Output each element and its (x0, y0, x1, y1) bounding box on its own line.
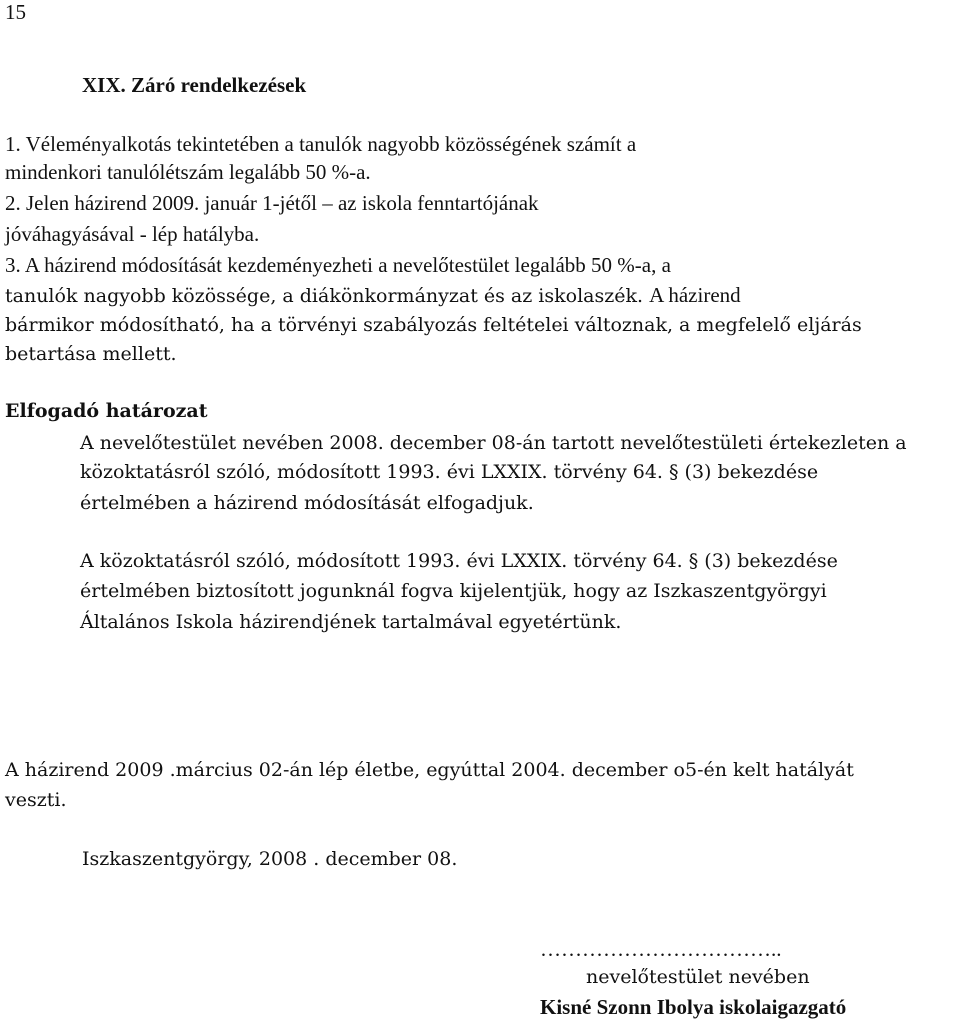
approval-p1-line-1: A nevelőtestület nevében 2008. december 08-án tartott nevelőtestületi értekezleten a (80, 432, 907, 454)
approval-p2-line-2: értelmében biztosított jogunknál fogva kijelentjük, hogy az Iszkaszentgyörgyi (80, 580, 827, 602)
approval-p2-line-1: A közoktatásról szóló, módosított 1993. évi LXXIX. törvény 64. § (3) bekezdése (80, 550, 838, 572)
list-item-1-line-2: mindenkori tanulólétszám legalább 50 %-a. (5, 160, 371, 184)
list-item-3-line-2 (5, 283, 741, 308)
list-item-2-line-1: 2. Jelen házirend 2009. január 1-jétől – az iskola fenntartójának (5, 191, 539, 215)
approval-heading: Elfogadó határozat (5, 400, 208, 422)
signature-role: nevelőtestület nevében (586, 966, 810, 988)
effective-line-2: veszti. (5, 789, 67, 811)
list-item-2-line-2: jóváhagyásával - lép hatályba. (5, 222, 260, 246)
approval-p1-line-2: közoktatásról szóló, módosított 1993. évi LXXIX. törvény 64. § (3) bekezdése (80, 461, 819, 483)
page-number: 15 (5, 0, 26, 24)
signature-name: Kisné Szonn Ibolya iskolaigazgató (540, 995, 847, 1019)
approval-p1-line-3: értelmében a házirend módosítását elfogadjuk. (80, 492, 534, 514)
list-item-3-line-3: bármikor módosítható, ha a törvényi szabályozás feltételei változnak, a megfelelő eljárás (5, 314, 862, 336)
list-item-3-line-2-text: tanulók nagyobb közössége, a diákönkormányzat és az iskolaszék. (5, 285, 644, 307)
list-item-1-line-1: 1. Véleményalkotás tekintetében a tanulók nagyobb közösségének számít a (5, 132, 637, 156)
list-item-3-line-4: betartása mellett. (5, 343, 177, 365)
list-item-3-line-1: 3. A házirend módosítását kezdeményezheti a nevelőtestület legalább 50 %-a, a (5, 253, 671, 277)
signature-line: …………………………….. (540, 937, 782, 961)
approval-p2-line-3: Általános Iskola házirendjének tartalmával egyetértünk. (80, 611, 622, 633)
effective-line-1: A házirend 2009 .március 02-án lép életbe, egyúttal 2004. december o5-én kelt hatályát (5, 759, 854, 781)
place-and-date: Iszkaszentgyörgy, 2008 . december 08. (82, 848, 458, 870)
list-item-3-line-2-continuation: A házirend (649, 283, 741, 307)
section-title: XIX. Záró rendelkezések (82, 73, 307, 97)
